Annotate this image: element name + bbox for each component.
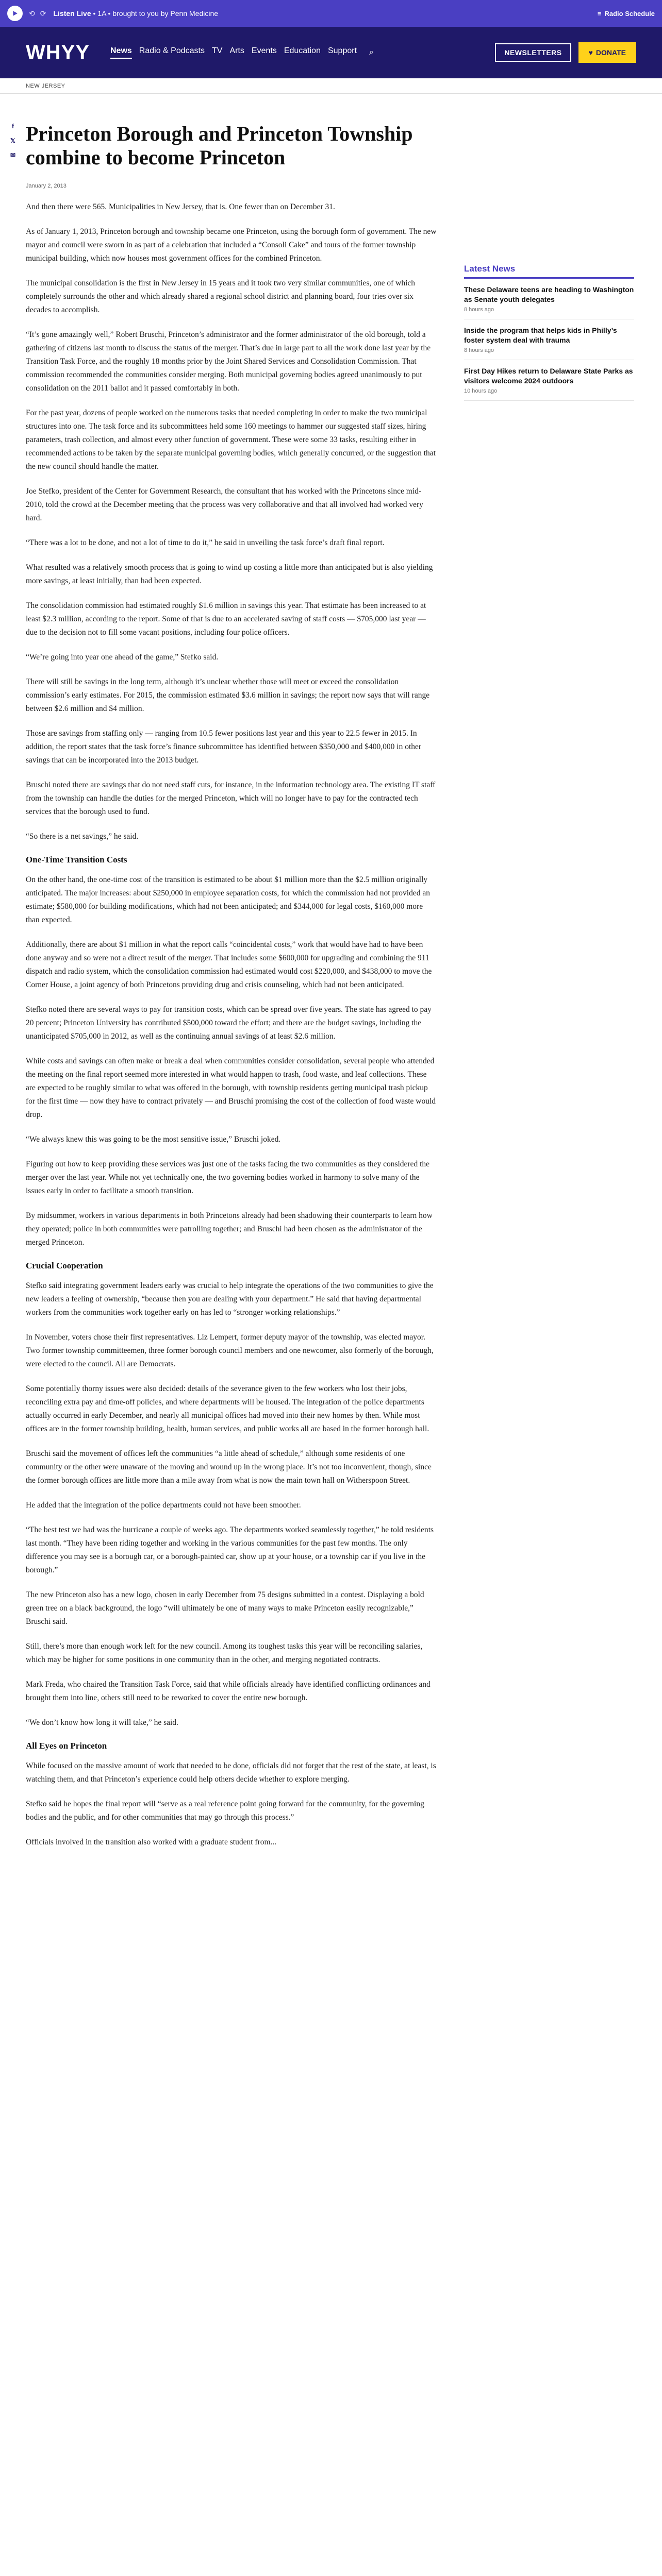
nav-links: [110, 46, 357, 59]
whyy-logo[interactable]: WHYY: [26, 41, 90, 64]
article: [26, 94, 438, 1849]
sidebar-title: Latest News: [464, 264, 634, 279]
nav-tv[interactable]: TV: [211, 46, 223, 55]
article-paragraph: Figuring out how to keep providing these services was just one of the tasks facing the two communities as they considered the merger over the last year. While not yet technically one, the two governing bodies worked in harmony to solve many of the issues early in order to facilitate a smooth transition.: [26, 1160, 430, 1195]
article-paragraph: While focused on the massive amount of work that needed to be done, officials did not forget that the rest of the state, at least, is watching them, and that Princeton’s experience could help others decide whether to explore merging.: [26, 1761, 436, 1784]
latest-news-age: 8 hours ago: [464, 347, 494, 353]
article-paragraph: Officials involved in the transition also worked with a graduate student from...: [26, 1838, 277, 1846]
nav-radio-podcasts[interactable]: Radio & Podcasts: [139, 46, 205, 55]
article-paragraph: The new Princeton also has a new logo, chosen in early December from 75 designs submitted in a contest. Displaying a bold green tree on a black background, the logo “will ultimately be one of many ways to make Princeton easily recognizable,” Bruschi said.: [26, 1590, 424, 1626]
article-paragraph: Stefko said he hopes the final report will “serve as a real reference point going forward for the community, for the governing bodies and the public, and for other communities that may go through this process.”: [26, 1800, 424, 1822]
article-paragraph: The consolidation commission had estimated roughly $1.6 million in savings this year. That estimate has been increased to at least $2.3 million, according to the report. Some of that is due to an accelerated saving of staff costs — $705,000 last year — due to the decision not to fill some vacant positions, including four police officers.: [26, 601, 426, 637]
article-subheading: One-Time Transition Costs: [26, 855, 127, 865]
article-paragraph: “We’re going into year one ahead of the game,” Stefko said.: [26, 653, 219, 662]
schedule-icon: ≡: [597, 9, 602, 18]
article-paragraph: As of January 1, 2013, Princeton borough and township became one Princeton, using the borough form of government. The new mayor and council were sworn in as part of a celebration that included a “Consoli Cake” and tours of the former township municipal building, which now houses most government offices for the combined Princeton.: [26, 227, 437, 263]
article-paragraph: “So there is a net savings,” he said.: [26, 832, 139, 841]
nav-events[interactable]: Events: [251, 46, 277, 55]
article-paragraph: The municipal consolidation is the first in New Jersey in 15 years and it took two very similar communities, one of which completely surrounds the other and which already shared a regional school district and planning board, four tries over six decades to accomplish.: [26, 279, 416, 314]
heart-icon: ♥: [588, 48, 593, 57]
article-paragraph: What resulted was a relatively smooth process that is going to wind up costing a little more than anticipated but is also yielding more savings, at least initially, than had been expected.: [26, 563, 433, 585]
listen-live-label: Listen Live: [53, 9, 91, 18]
nav-support[interactable]: Support: [327, 46, 357, 55]
article-paragraph: “We always knew this was going to be the most sensitive issue,” Bruschi joked.: [26, 1135, 281, 1144]
play-button[interactable]: [7, 6, 23, 21]
facebook-icon[interactable]: f: [12, 123, 14, 130]
nav-news[interactable]: News: [110, 46, 132, 59]
latest-news-item[interactable]: [464, 285, 634, 319]
listen-live-text: Listen Live • 1A • brought to you by Penn Medicine: [53, 9, 219, 18]
article-paragraph: “There was a lot to be done, and not a lot of time to do it,” he said in unveiling the task force’s draft final report.: [26, 538, 385, 547]
main-navigation: [0, 27, 662, 78]
article-paragraph: Mark Freda, who chaired the Transition Task Force, said that while officials already have identified conflicting ordinances and brought them into line, others still need to be reworked to cover the entire new borough.: [26, 1680, 431, 1702]
article-paragraph: For the past year, dozens of people worked on the numerous tasks that needed completing in order to make the two municipal structures into one. The task force and its subcommittees held some 160 meetings to hammer our suggested staff sizes, hiring parameters, trash collection, and almost every other function of government. These were some 33 tasks, resulting either in recommended actions to be taken by the separate municipal governing bodies, which generally concurred, or the suggestion that the new council should handle the matter.: [26, 409, 436, 471]
article-subheading: All Eyes on Princeton: [26, 1741, 107, 1751]
page-body: [0, 94, 662, 1849]
article-paragraph: “The best test we had was the hurricane a couple of weeks ago. The departments worked seamlessly together,” he told residents last month. “They have been riding together and working in the various communities for the past few months. The only difference you may see is a borough car, or a borough-painted car, show up at your house, or a township car if you live in the borough.”: [26, 1526, 434, 1574]
play-icon: [12, 10, 18, 16]
radio-schedule-label: Radio Schedule: [604, 9, 655, 18]
article-body: [26, 200, 438, 1849]
article-paragraph: On the other hand, the one-time cost of the transition is estimated to be about $1 million more than the $2.5 million originally anticipated. The major increases: about $250,000 in employee separation costs, for which the commission had not provided an estimate; $580,000 for building modifications, which had not been anticipated; and $344,000 for legal costs, $160,000 more than expected.: [26, 875, 430, 924]
article-paragraph: In November, voters chose their first representatives. Liz Lempert, former deputy mayor of the township, was elected mayor. Two former township committeemen, three former borough council members and one newcomer, also formerly of the borough, were elected to the council. All are Democrats.: [26, 1333, 434, 1368]
article-paragraph: While costs and savings can often make or break a deal when communities consider consolidation, several people who attended the meeting on the final report seemed more interested in what would happen to trash, food waste, and leaf collections. These are expected to be roughly similar to what was offered in the borough, with township residents getting municipal trash pickup for the first time — now they have to contract privately — and Bruschi promising the cost of the collection of food waste would drop.: [26, 1057, 436, 1119]
article-date: January 2, 2013: [26, 183, 67, 189]
article-paragraph: Stefko said integrating government leaders early was crucial to help integrate the operations of the two communities to give the new leaders a feeling of ownership, “because then you are dealing with your department.” He said that having departmental workers from the communities work together early on has led to “stronger working relationships.”: [26, 1281, 434, 1317]
latest-news-title[interactable]: First Day Hikes return to Delaware State Parks as visitors welcome 2024 outdoors: [464, 367, 633, 385]
nav-arts[interactable]: Arts: [229, 46, 244, 55]
nav-education[interactable]: Education: [284, 46, 321, 55]
latest-news-sidebar: [464, 264, 634, 407]
article-paragraph: Those are savings from staffing only — ranging from 10.5 fewer positions last year and this year to 22.5 fewer in 2015. In addition, the report states that the task force’s finance subcommittee has identified between $350,000 and $400,000 in other savings that can be incorporated into the 2013 budget.: [26, 729, 422, 765]
latest-news-age: 10 hours ago: [464, 388, 498, 394]
latest-news-item[interactable]: [464, 366, 634, 401]
breadcrumb[interactable]: NEW JERSEY: [26, 82, 65, 89]
email-icon[interactable]: ✉: [10, 151, 16, 159]
article-paragraph: He added that the integration of the police departments could not have been smoother.: [26, 1501, 301, 1510]
latest-news-title[interactable]: Inside the program that helps kids in Philly’s foster system deal with trauma: [464, 326, 617, 344]
station-name: 1A: [97, 9, 106, 18]
article-headline: Princeton Borough and Princeton Township combine to become Princeton: [26, 122, 413, 169]
article-paragraph: Bruschi said the movement of offices left the communities “a little ahead of schedule,” although some residents of one community or the other were unaware of the moving and wound up in the wrong place. It’s not too inconvenient, though, since the former borough offices are little more than a mile away from what is now the main town hall on Witherspoon Street.: [26, 1449, 432, 1485]
article-paragraph: “We don’t know how long it will take,” he said.: [26, 1718, 178, 1727]
skip-forward-icon[interactable]: ⟳: [40, 9, 46, 18]
article-paragraph: By midsummer, workers in various departments in both Princetons already had been shadowing their counterparts to learn how they operated; police in both communities were patrolling together; and Bruschi had been chosen as the administrator of the merged Princeton.: [26, 1211, 433, 1247]
sponsor-text: brought to you by Penn Medicine: [112, 9, 219, 18]
player-controls: [29, 9, 46, 18]
article-paragraph: Bruschi noted there are savings that do not need staff cuts, for instance, in the information technology area. The existing IT staff from the township can handle the duties for the merged Princeton, which will no longer have to pay for the contracted tech services that the borough used to fund.: [26, 781, 436, 816]
latest-news-title[interactable]: These Delaware teens are heading to Washington as Senate youth delegates: [464, 285, 634, 303]
article-subheading: Crucial Cooperation: [26, 1261, 103, 1270]
breadcrumb-bar: [0, 78, 662, 94]
utility-bar: [0, 0, 662, 27]
donate-label: DONATE: [595, 48, 626, 57]
article-paragraph: Additionally, there are about $1 million in what the report calls “coincidental costs,” work that would have had to have been done anyway and so were not a direct result of the merger. That includes some $600,000 for upgrading and combining the 911 dispatch and radio system, which the consolidation commission had estimated would cost $220,000, and $438,000 to move the Corner House, a joint agency of both Princetons providing drug and crisis counseling, which had not been anticipated.: [26, 940, 432, 989]
share-bar: [9, 123, 16, 159]
skip-back-icon[interactable]: ⟲: [29, 9, 35, 18]
twitter-icon[interactable]: 𝕏: [10, 137, 15, 144]
article-paragraph: There will still be savings in the long term, although it’s unclear whether those will meet or exceed the consolidation commission’s early estimates. For 2015, the commission estimated $3.6 million in savings; the report now says that will range between $2.6 million and $4 million.: [26, 677, 430, 713]
radio-schedule-link[interactable]: [598, 10, 655, 18]
article-paragraph: And then there were 565. Municipalities in New Jersey, that is. One fewer than on December 31.: [26, 202, 335, 211]
latest-news-age: 8 hours ago: [464, 307, 494, 313]
search-icon[interactable]: ⌕: [369, 48, 374, 57]
newsletters-button[interactable]: NEWSLETTERS: [495, 43, 571, 62]
article-paragraph: Still, there’s more than enough work left for the new council. Among its toughest tasks this year will be reconciling salaries, which may be higher for some positions in one community than in the other, and merging negotiated contracts.: [26, 1642, 423, 1664]
latest-news-item[interactable]: [464, 326, 634, 360]
donate-button[interactable]: [578, 42, 636, 63]
article-paragraph: “It’s gone amazingly well,” Robert Bruschi, Princeton’s administrator and the former administrator of the old borough, told a gathering of citizens last month to discuss the status of the merger. That’s due in large part to all the work done last year by the Transition Task Force, and the roughly 18 months prior by the Joint Shared Services and Consolidation Commission. That commission recommended the communities consider merging. Both municipal governing bodies agreed unanimously to put consolidation on the 2011 ballot and it passed comfortably in both.: [26, 330, 431, 393]
article-paragraph: Joe Stefko, president of the Center for Government Research, the consultant that has worked with the Princetons since mid-2010, told the crowd at the December meeting that the process was very collaborative and that all involved had worked very hard.: [26, 487, 423, 522]
article-paragraph: Stefko noted there are several ways to pay for transition costs, which can be spread over five years. The state has agreed to pay 20 percent; Princeton University has contributed $500,000 toward the effort; and there are the budget savings, including the unanticipated $705,000 in 2012, as well as the continuing annual savings of at least $2.6 million.: [26, 1005, 432, 1041]
article-paragraph: Some potentially thorny issues were also decided: details of the severance given to the few workers who lost their jobs, reconciling extra pay and time-off policies, and where departments will be housed. The integration of the police departments actually occurred in early December, and nearly all municipal offices had moved into their new homes by then. While most offices are in the former township building, health, human services, and public works all are based in the former borough hall.: [26, 1384, 429, 1433]
